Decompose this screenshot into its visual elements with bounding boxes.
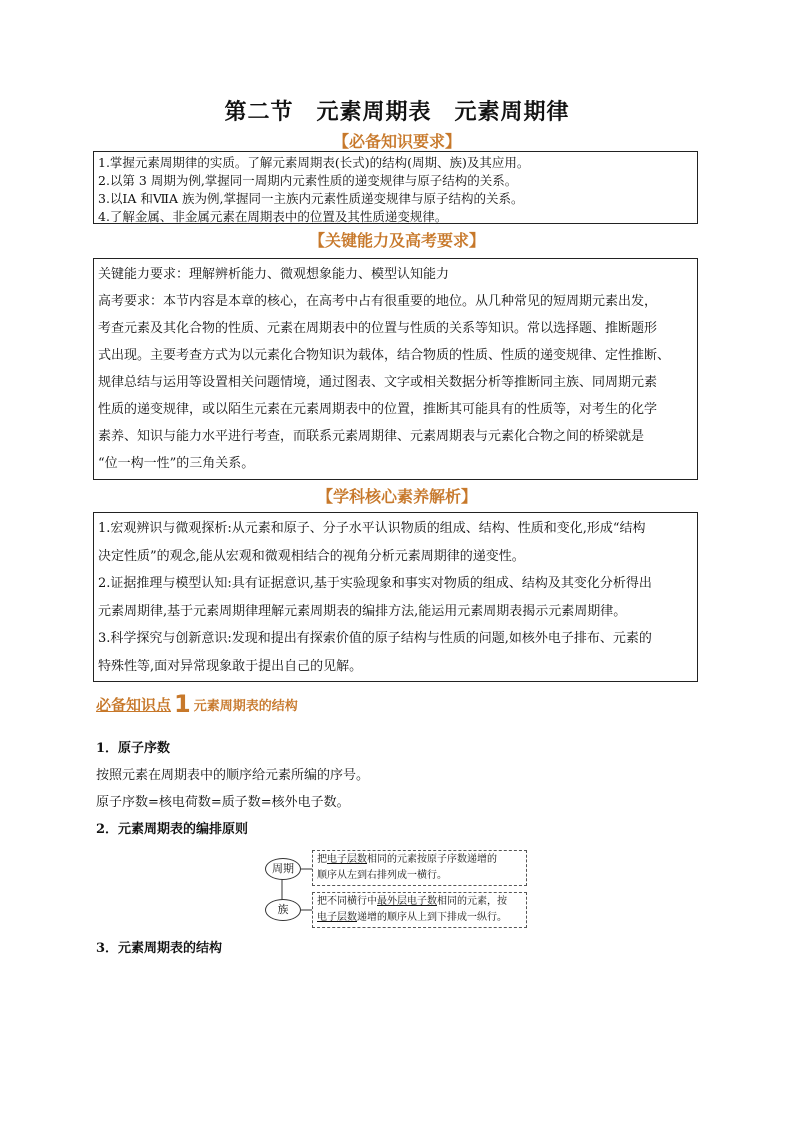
item1-line2: 原子序数=核电荷数=质子数=核外电子数。 — [96, 795, 350, 810]
period-note-text: 顺序从左到右排列成一横行。 — [317, 870, 447, 881]
group-note-underline: 最外层电子数 — [377, 896, 437, 907]
knowledge-point-label: 必备知识点 — [96, 696, 172, 714]
section-heading-required-knowledge: 【必备知识要求】 — [332, 132, 461, 151]
item1-title: 1．原子序数 — [96, 741, 171, 756]
period-note — [312, 850, 527, 886]
item1-line1: 按照元素在周期表中的顺序给元素所编的序号。 — [96, 768, 370, 783]
period-note-text: 相同的元素按原子序数递增的 — [367, 854, 497, 865]
period-node: 周期 — [265, 858, 301, 880]
period-group-diagram — [262, 848, 532, 930]
core-literacy-line: 决定性质”的观念,能从宏观和微观相结合的视角分析元素周期律的递变性。 — [98, 548, 525, 564]
knowledge-point-heading — [96, 690, 298, 718]
group-note — [312, 892, 527, 928]
knowledge-point-title: 元素周期表的结构 — [193, 699, 298, 714]
core-literacy-box — [93, 512, 698, 682]
core-literacy-line: 2.证据推理与模型认知:具有证据意识,基于实验现象和事实对物质的组成、结构及其变化分析得出 — [98, 576, 652, 591]
required-knowledge-line: 3.以ⅠA 和ⅦA 族为例,掌握同一主族内元素性质递变规律与原子结构的关系。 — [98, 191, 524, 206]
group-note-underline: 电子层数 — [317, 912, 357, 923]
key-ability-line: 素养、知识与能力水平进行考查，而联系元素周期律、元素周期表与元素化合物之间的桥梁就是 — [98, 429, 645, 444]
required-knowledge-line: 2.以第 3 周期为例,掌握同一周期内元素性质的递变规律与原子结构的关系。 — [98, 173, 518, 188]
key-ability-line: 考查元素及其化合物的性质、元素在周期表中的位置与性质的关系等知识。常以选择题、推断题形 — [98, 321, 658, 336]
group-note-text: 递增的顺序从上到下排成一纵行。 — [357, 912, 507, 923]
group-note-text: 相同的元素，按 — [437, 896, 507, 907]
required-knowledge-line: 4.了解金属、非金属元素在周期表中的位置及其性质递变规律。 — [98, 209, 448, 224]
core-literacy-line: 元素周期律,基于元素周期律理解元素周期表的编排方法,能运用元素周期表揭示元素周期律。 — [98, 603, 627, 619]
core-literacy-line: 1.宏观辨识与微观探析:从元素和原子、分子水平认识物质的组成、结构、性质和变化,形成“结构 — [98, 521, 646, 536]
group-node: 族 — [265, 899, 301, 921]
key-ability-line: “位一构一性”的三角关系。 — [98, 456, 255, 471]
page-title: 第二节 元素周期表 元素周期律 — [224, 100, 570, 125]
required-knowledge-box — [93, 151, 698, 224]
key-ability-line: 式出现。主要考查方式为以元素化合物知识为载体，结合物质的性质、性质的递变规律、定性推断、 — [98, 348, 671, 363]
key-ability-box — [93, 258, 698, 480]
period-note-text: 把 — [317, 854, 327, 865]
group-note-text: 把不同横行中 — [317, 896, 377, 907]
key-ability-line: 高考要求：本节内容是本章的核心，在高考中占有很重要的地位。从几种常见的短周期元素出发， — [98, 294, 658, 309]
core-literacy-line: 特殊性等,面对异常现象敢于提出自己的见解。 — [98, 658, 363, 674]
core-literacy-line: 3.科学探究与创新意识:发现和提出有探索价值的原子结构与性质的问题,如核外电子排布、元素的 — [98, 631, 652, 646]
section-heading-core-literacy: 【学科核心素养解析】 — [316, 487, 477, 506]
key-ability-line: 关键能力要求：理解辨析能力、微观想象能力、模型认知能力 — [98, 267, 450, 282]
key-ability-line: 规律总结与运用等设置相关问题情境，通过图表、文字或相关数据分析等推断同主族、同周期元素 — [98, 375, 658, 390]
knowledge-point-number: 1 — [174, 690, 191, 718]
required-knowledge-line: 1.掌握元素周期律的实质。了解元素周期表(长式)的结构(周期、族)及其应用。 — [98, 155, 530, 170]
key-ability-line: 性质的递变规律，或以陌生元素在元素周期表中的位置，推断其可能具有的性质等，对考生的化学 — [98, 402, 658, 417]
period-note-underline: 电子层数 — [327, 854, 367, 865]
section-heading-key-ability: 【关键能力及高考要求】 — [308, 231, 485, 250]
item2-title: 2．元素周期表的编排原则 — [96, 822, 249, 837]
item3-title: 3．元素周期表的结构 — [96, 941, 223, 956]
